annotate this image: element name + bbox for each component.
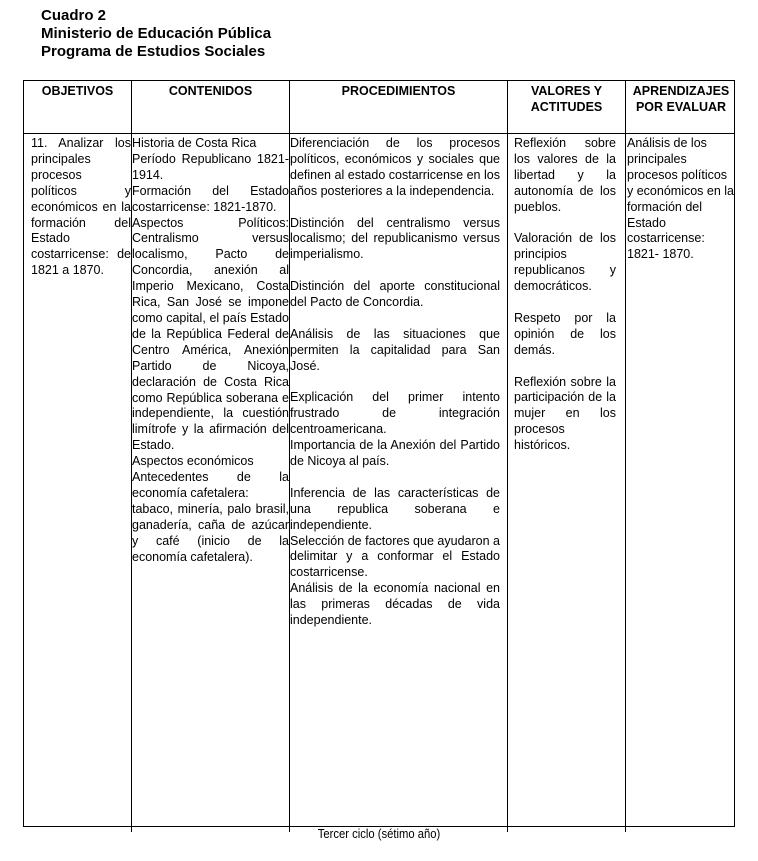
title-line-cuadro: Cuadro 2 xyxy=(41,7,107,24)
contenido-item: Formación del Estado costarricense: 1821-1870. xyxy=(132,183,289,214)
contenido-item: Historia de Costa Rica xyxy=(132,136,257,150)
contenido-item: Antecedentes de la economía cafetalera: xyxy=(132,470,289,500)
contenido-item: Aspectos económicos xyxy=(132,454,254,469)
header-valores-line2: ACTITUDES xyxy=(530,100,603,114)
header-aprendizajes-line1: APRENDIZAJES xyxy=(632,84,730,98)
cell-objetivos xyxy=(31,136,131,279)
header-procedimientos: PROCEDIMIENTOS xyxy=(341,84,456,98)
procedimiento-item: Importancia de la Anexión del Partido de Nicoya al país. xyxy=(290,438,500,469)
procedimiento-item: Distinción del aporte constitucional del Pacto de Concordia. xyxy=(290,279,500,310)
contenido-item: tabaco, minería, palo brasil, ganadería, caña de azúcar y café (inicio de la economía cafetalera). xyxy=(132,501,289,564)
contenido-item: Período Republicano 1821-1914. xyxy=(132,151,289,182)
procedimiento-item: Distinción del centralismo versus localismo; del republicanismo versus imperialismo. xyxy=(290,215,500,262)
header-aprendizajes-line2: POR EVALUAR xyxy=(635,100,727,114)
header-valores-actitudes xyxy=(508,83,625,115)
title-line-programa: Programa de Estudios Sociales xyxy=(41,43,266,60)
curriculum-table xyxy=(23,80,735,827)
procedimiento-item: Inferencia de las características de una republica soberana e independiente. xyxy=(290,485,500,532)
header-objetivos: OBJETIVOS xyxy=(41,84,114,98)
cell-aprendizajes xyxy=(627,136,735,263)
column-divider xyxy=(625,80,626,832)
procedimiento-item: Análisis de la economía nacional en las primeras décadas de vida independiente. xyxy=(290,581,500,628)
valor-item: Valoración de los principios republicanos y democráticos. xyxy=(514,231,616,294)
header-contenidos: CONTENIDOS xyxy=(168,84,253,98)
header-valores-line1: VALORES Y xyxy=(530,84,603,98)
cell-valores xyxy=(514,136,616,454)
header-aprendizajes xyxy=(626,83,736,115)
column-divider xyxy=(507,80,508,832)
valor-item: Respeto por la opinión de los demás. xyxy=(514,310,616,357)
procedimiento-item: Explicación del primer intento frustrado de integración centroamericana. xyxy=(290,390,500,437)
cell-procedimientos xyxy=(290,136,500,629)
title-line-ministerio: Ministerio de Educación Pública xyxy=(41,25,272,42)
procedimiento-item: Selección de factores que ayudaron a delimitar y a conformar el Estado costarricense. xyxy=(290,533,500,580)
valor-item: Reflexión sobre la participación de la mujer en los procesos históricos. xyxy=(514,374,616,453)
objetivo-text: 11. Analizar los principales procesos políticos y económicos en la formación del Estado costarricense: de 1821 a 1870. xyxy=(31,136,131,278)
aprendizaje-text: Análisis de los principales procesos políticos y económicos en la formación del Estado costarricense: 1821- 1870. xyxy=(627,136,735,262)
valor-item: Reflexión sobre los valores de la libertad y la autonomía de los pueblos. xyxy=(514,136,616,214)
page-footer: Tercer ciclo (sétimo año) xyxy=(317,827,441,841)
cell-contenidos xyxy=(132,136,289,565)
header-divider xyxy=(24,133,734,134)
procedimiento-item: Diferenciación de los procesos políticos, económicos y sociales que definen al estado costarricense en los años posteriores a la independencia. xyxy=(290,136,500,198)
procedimiento-item: Análisis de las situaciones que permiten la capitalidad para San José. xyxy=(290,326,500,373)
contenido-item: Aspectos Políticos: Centralismo versus localismo, Pacto de Concordia, anexión al Imperio Mexicano, Costa Rica, San José se impone como capital, el país Estado de la República Federal de Centro América, Anexión Partido de Nicoya, declaración de Costa Rica como República soberana e independiente, la cuestión limítrofe y la afirmación del Estado. xyxy=(132,215,289,453)
document-title xyxy=(41,7,271,61)
